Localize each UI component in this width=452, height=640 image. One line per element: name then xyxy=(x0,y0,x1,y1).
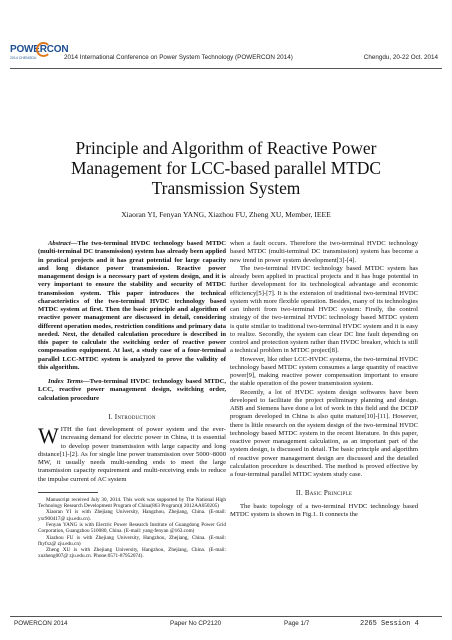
intro-text: ITH the fast development of power system and the ever-increasing demand for electric power in China, it is essential to develop power transmission with large capacity and long distance[1]-[2]. As for single line power transmission over 5000~8000 MW, it usually needs multi-sending ends to meet the large transmission capacity requirement and multi-receiving ends to reduce the impulse current of AC system xyxy=(38,426,226,483)
footer-rule xyxy=(10,616,442,617)
footnote-author: Xiazhou FU is with Zhejiang University, Hangzhou, Zhejiang, China. (E-mail: fhyfxz@ zju.edu.cn) xyxy=(38,534,226,547)
footnote-author: Zheng XU is with Zhejiang University, Hangzhou, Zhejiang, China. (E-mail: xuzheng007@ zju.edu.cn. Phone:0571-87952074). xyxy=(38,547,226,560)
body-paragraph: when a fault occurs. Therefore the two-terminal HVDC technology based MTDC (multi-terminal DC transmission) system has become a new trend in power system development[3]-[4]. xyxy=(230,240,418,264)
abstract-label: Abstract xyxy=(48,240,71,247)
footnote-author: Fenyan YANG is with Electric Power Research Institute of Guangdong Power Grid Corporation, Guangzhou 510080, China. (E-mail: yang-fenyan @163.com) xyxy=(38,521,226,535)
drop-cap: W xyxy=(38,423,59,448)
left-column xyxy=(38,240,226,560)
body-paragraph: The two-terminal HVDC technology based MTDC system has already been applied in practical projects and it has huge potential in further development for its technological advantage and economic efficiency[5]-[7]. It is the extension of traditional two-terminal HVDC system with more flexible operation. Besides, many of its technologies can inherit from two-terminal HVDC system: Firstly, the control strategy of the two-terminal HVDC technology based MTDC system is quite similar to traditional two-terminal HVDC system and it is easy to realize. Secondly, the system can clear DC line fault depending on control and protection system rather than HVDC breaker, which is still a technical problem in MTDC project[8]. xyxy=(230,264,418,355)
abstract-text: —The two-terminal HVDC technology based MTDC (multi-terminal DC transmission) system has already been applied in pratical projects and it has great potential for large capacity and long distance power transmission. Reactive power management design is a necessary part of system design, and it is very important to ensure the stability and security of MTDC transmission system. This paper introduces the technical characteristics of the two-terminal HVDC technology based MTDC system at first. Then the basic principle and algorithm of reactive power management are discussed in detail, considering different operation modes, restriction conditions and primary data needed. Next, the detailed calculation procedure is described in this paper to calculate the switching order of reactive power compensation equipment. At last, a study case of a four-terminal parallel LCC-MTDC system is analyzed to prove the validity of this algorithm. xyxy=(38,240,226,371)
abstract xyxy=(38,240,226,372)
author-list: Xiaoran YI, Fenyan YANG, Xiazhou FU, Zheng XU, Member, IEEE xyxy=(121,210,331,219)
intro-paragraph xyxy=(38,423,226,484)
title-line: Principle and Algorithm of Reactive Power xyxy=(75,138,377,158)
title-line: Transmission System xyxy=(151,178,301,198)
conference-location-date: Chengdu, 20-22 Oct. 2014 xyxy=(363,54,438,61)
section-heading-basic-principle: II. Basic Principle xyxy=(295,489,353,498)
footnote-manuscript: Manuscript received July 30, 2014. This work was supported by The National High Technology Research Development Program of China(863 Program)( 2012AA050205) xyxy=(38,496,226,510)
footnote-author: Xiaoran YI is with Zhejiang University, Hangzhou, Zhejiang, China. (E-mail: yxr900417@ zju.edu.cn). xyxy=(38,509,226,522)
footer-paper-number: Paper No CP2120 xyxy=(170,620,222,627)
conference-name: 2014 International Conference on Power System Technology (POWERCON 2014) xyxy=(64,54,293,61)
footer-page-number: Page 1/7 xyxy=(284,620,310,627)
paper-title xyxy=(40,138,412,198)
index-terms-label: Index Terms xyxy=(48,378,83,385)
index-terms-text: —Two-terminal HVDC technology based MTDC, LCC, reactive power management design, switching order, calculation procedure xyxy=(38,378,226,402)
title-line: Management for LCC-based parallel MTDC xyxy=(70,158,382,178)
section-heading-introduction: I. Introduction xyxy=(108,412,156,421)
logo-ring-icon xyxy=(36,42,51,57)
logo-wordmark: POWERCON xyxy=(10,44,69,55)
body-paragraph: However, like other LCC-HVDC systems, the two-terminal HVDC technology based MTDC system consumes a large quantity of reactive power[9], making reactive power compensation important to ensure the stable operation of the power transmission system. xyxy=(230,355,418,388)
footer-session: 2265 Session 4 xyxy=(360,620,419,628)
index-terms xyxy=(38,378,226,403)
powercon-logo xyxy=(10,44,69,66)
body-paragraph: The basic topology of a two-terminal HVDC technology based MTDC system is shown in Fig.1. It connects the xyxy=(230,502,418,518)
footnote-rule xyxy=(38,492,98,493)
footer-conference: POWERCON 2014 xyxy=(14,620,68,627)
body-paragraph: Recently, a lot of HVDC system design softwares have been developed to facilitate the project preliminary planning and design. ABB and Siemens have done a lot of work in this field and the DCDP program developed in China is also quite mature[10]-[11]. However, there is little research on the system design of the two-terminal HVDC technology based MTDC system in the recent literature. In this paper, reactive power management calculation, as an important part of the system design, is discussed in detail. The basic principle and algorithm of reactive power management design are discussed and the detailed calculation procedure is described. The method is proved effective by a four-terminal parallel MTDC system study case. xyxy=(230,388,418,478)
logo-subtext: 2014 CHENGDU xyxy=(10,56,37,60)
page-footer xyxy=(0,620,452,634)
page-header xyxy=(0,0,452,74)
right-column xyxy=(230,240,418,519)
header-rule xyxy=(10,68,442,69)
